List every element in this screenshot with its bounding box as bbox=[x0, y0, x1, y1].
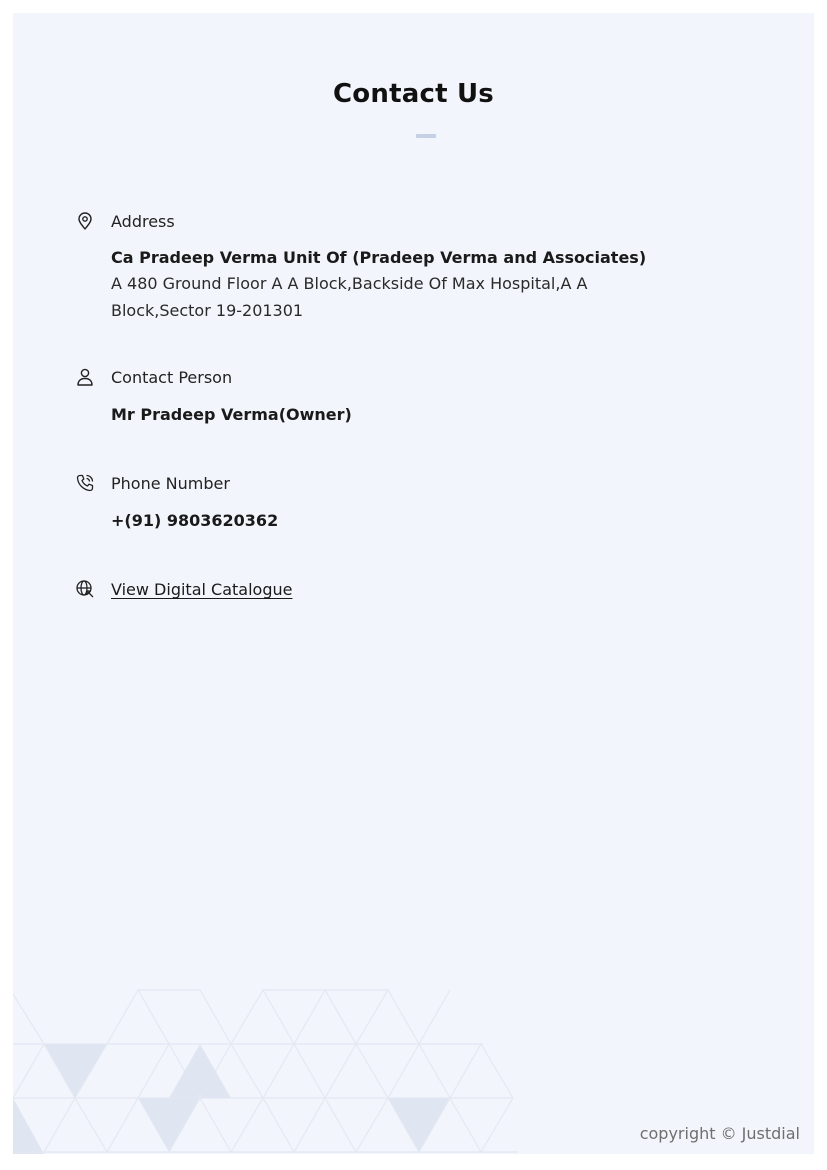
phone-icon bbox=[75, 473, 95, 493]
triangle-pattern-decoration bbox=[13, 989, 518, 1154]
location-pin-icon bbox=[75, 211, 95, 231]
copyright-text: copyright © Justdial bbox=[639, 1124, 800, 1143]
person-icon bbox=[75, 367, 95, 387]
phone-label: Phone Number bbox=[111, 474, 230, 493]
title-underline bbox=[416, 134, 436, 138]
contact-page bbox=[13, 13, 814, 1154]
contact-person-label: Contact Person bbox=[111, 368, 233, 387]
phone-number[interactable]: +(91) 9803620362 bbox=[111, 511, 279, 530]
page-title: Contact Us bbox=[333, 79, 494, 109]
business-name: Ca Pradeep Verma Unit Of (Pradeep Verma and Associates) bbox=[111, 248, 647, 267]
view-digital-catalogue-link[interactable]: View Digital Catalogue bbox=[111, 580, 293, 599]
contact-person-name: Mr Pradeep Verma(Owner) bbox=[111, 405, 352, 424]
address-text: A 480 Ground Floor A A Block,Backside Of Max Hospital,A A Block,Sector 19-201301 bbox=[111, 274, 588, 320]
address-label: Address bbox=[111, 212, 175, 231]
globe-icon bbox=[75, 579, 95, 599]
